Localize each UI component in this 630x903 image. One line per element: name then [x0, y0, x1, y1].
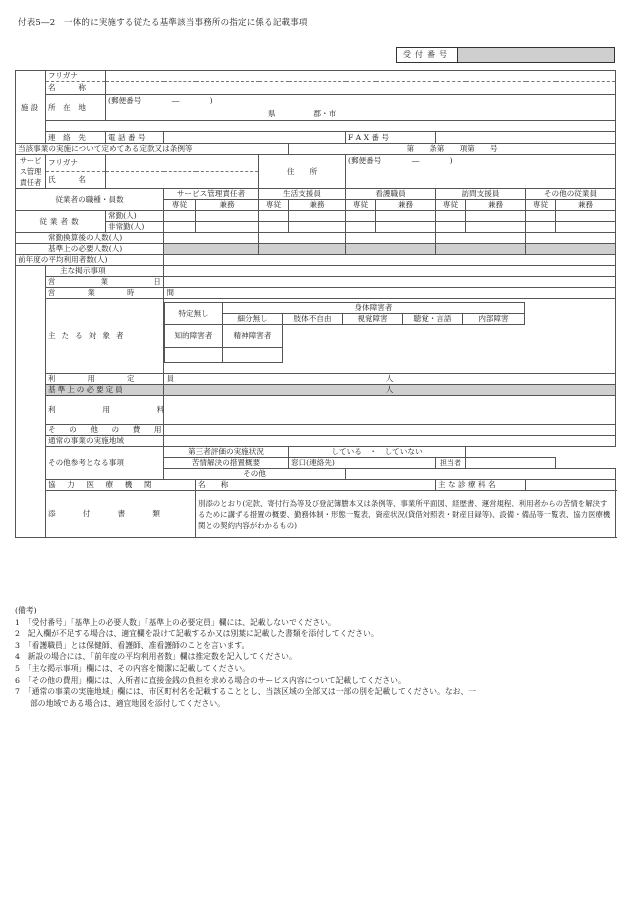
reception-number-box — [396, 47, 615, 63]
area-label: 通常の事業の実施地域 — [46, 436, 164, 447]
note-continuation: 部の地域である場合は、適宜地図を添付してください。 — [30, 698, 225, 708]
other-costs-field[interactable] — [164, 425, 616, 436]
parttime-label: 兼務 — [289, 200, 346, 211]
business-hours-label: 営 業 時 間 — [46, 288, 164, 299]
person-in-charge-field[interactable] — [466, 458, 556, 469]
required-cell — [526, 244, 616, 255]
manager-address-label: 住 所 — [259, 155, 346, 189]
avg-users-label: 前年度の平均利用者数(人) — [16, 255, 164, 266]
capacity-required-field: 人 — [164, 385, 616, 396]
role-1: 生活支援員 — [259, 189, 346, 200]
staff-cell[interactable] — [556, 222, 616, 233]
staff-cell[interactable] — [466, 211, 526, 222]
other-label: その他 — [164, 469, 346, 480]
required-cell — [164, 244, 259, 255]
target-internal[interactable]: 内部障害 — [463, 314, 525, 325]
cooperating-dept-field[interactable] — [526, 480, 616, 491]
target-none[interactable]: 特定無し — [165, 303, 223, 325]
facility-name-label: 名 称 — [46, 82, 106, 95]
business-hours-field[interactable] — [164, 288, 616, 299]
facility-contact-label: 連 絡 先 — [46, 132, 106, 144]
notes-section — [15, 605, 615, 709]
target-intellectual[interactable]: 知的障害者 — [165, 325, 223, 348]
manager-name-label: 氏 名 — [46, 172, 106, 189]
capacity-required-label: 基準上の必要定員 — [46, 385, 164, 396]
fulltime-label: 専従 — [526, 200, 556, 211]
nonregular-label: 非常勤(人) — [106, 222, 164, 233]
attachments-text: 別添のとおり(定款、寄付行為等及び登記簿謄本又は条例等、事業所平面図、経歴書、運営規程、利用者からの苦情を解決するために講ずる措置の概要、勤務体制・形態一覧表、資産状況(貸借対照表・財産目録等)、設備・備品等一覧表、協力医療機関との契約内容がわかるもの) — [196, 491, 616, 538]
required-cell — [346, 244, 436, 255]
fee-label: 利 用 料 — [46, 396, 164, 425]
staff-cell[interactable] — [346, 233, 436, 244]
target-label: 主たる対象者 — [46, 299, 164, 374]
facility-name-field[interactable] — [106, 82, 616, 95]
staff-cell[interactable] — [556, 211, 616, 222]
manager-label: サービス管理責任者 — [16, 155, 46, 189]
parttime-label: 兼務 — [556, 200, 616, 211]
note-item: 6 「その他の費用」欄には、入所者に直接金銭の負担を求める場合のサービス内容について記載してください。 — [15, 675, 406, 685]
capacity-field[interactable]: 人 — [164, 374, 616, 385]
target-grid — [164, 299, 616, 374]
staff-cell[interactable] — [259, 233, 346, 244]
parttime-label: 兼務 — [376, 200, 436, 211]
staff-cell[interactable] — [436, 222, 466, 233]
staff-cell[interactable] — [526, 233, 616, 244]
fulltime-label: 専従 — [259, 200, 289, 211]
staff-cell[interactable] — [164, 222, 196, 233]
note-item: 1 「受付番号」「基準上の必要人数」「基準上の必要定員」欄には、記載しないでください。 — [15, 617, 336, 627]
cooperating-label: 協 力 医 療 機 関 — [46, 480, 196, 491]
cooperating-name[interactable]: 名 称 — [196, 480, 436, 491]
fee-field[interactable] — [164, 396, 616, 425]
staff-cell[interactable] — [436, 233, 526, 244]
reception-number-field[interactable] — [458, 48, 614, 62]
facility-furigana-field[interactable] — [106, 71, 616, 82]
facility-prefecture: 県 郡・市 — [259, 108, 346, 121]
attachments-label: 添 付 書 類 — [46, 491, 196, 538]
manager-name-field[interactable] — [106, 172, 259, 189]
converted-label: 常勤換算後の人数(人) — [16, 233, 164, 244]
staff-cell[interactable] — [164, 233, 259, 244]
business-days-field[interactable] — [164, 277, 616, 288]
facility-group-label: 施設 — [16, 71, 46, 144]
note-item: 2 記入欄が不足する場合は、適宜欄を設けて記載するか又は別葉に記載した書類を添付してください。 — [15, 629, 379, 639]
parttime-label: 兼務 — [466, 200, 526, 211]
note-item: 3 「看護職員」とは保健師、看護師、准看護師のことを言います。 — [15, 640, 250, 650]
role-3: 訪問支援員 — [436, 189, 526, 200]
ordinance-label: 当該事業の実施について定めてある定款又は条例等 — [16, 144, 289, 155]
target-physical[interactable]: 身体障害者 — [223, 303, 525, 314]
staff-cell[interactable] — [346, 211, 376, 222]
staff-cell[interactable] — [196, 211, 259, 222]
target-subdivision-none[interactable]: 細分無し — [223, 314, 283, 325]
staff-cell[interactable] — [526, 211, 556, 222]
capacity-label: 利 用 定 員 — [46, 374, 164, 385]
application-form-table — [15, 70, 616, 538]
fulltime-label: 専従 — [436, 200, 466, 211]
staff-cell[interactable] — [259, 211, 289, 222]
staff-cell[interactable] — [376, 222, 436, 233]
window-label[interactable]: 窓口(連絡先) — [289, 458, 436, 469]
reception-number-label: 受付番号 — [397, 48, 458, 62]
target-hearing[interactable]: 聴覚・言語 — [403, 314, 463, 325]
third-party-field[interactable]: している ・ していない — [289, 447, 466, 458]
note-item: 7 「通常の事業の実施地域」欄には、市区町村名を記載することとし、当該区域の全部又は一部の別を記載してください。なお、一 — [15, 687, 477, 697]
notes-heading: (備考) — [15, 606, 37, 615]
staff-cell[interactable] — [289, 211, 346, 222]
other-field[interactable] — [346, 469, 616, 480]
staff-count-label: 従業者数 — [16, 211, 106, 233]
business-days-label: 営 業 日 — [46, 277, 164, 288]
main-items-label: 主な掲示事項 — [46, 266, 164, 277]
tel-label: 電 話 番 号 — [106, 132, 164, 144]
staff-cell[interactable] — [164, 211, 196, 222]
required-label: 基準上の必要人数(人) — [16, 244, 164, 255]
staff-cell[interactable] — [259, 222, 289, 233]
facility-furigana-label: フリガナ — [46, 71, 106, 82]
form-title: 付表5―2 一体的に実施する従たる基準該当事務所の指定に係る記載事項 — [18, 18, 308, 28]
person-in-charge-label: 担当者 — [436, 458, 466, 469]
fax-field[interactable] — [436, 132, 616, 144]
manager-furigana-label: フリガナ — [46, 155, 106, 172]
role-4: その他の従業員 — [526, 189, 616, 200]
note-item: 5 「主な掲示事項」欄には、その内容を簡潔に記載してください。 — [15, 663, 250, 673]
role-0: サービス管理責任者 — [164, 189, 259, 200]
complaint-label: 苦情解決の措置概要 — [164, 458, 289, 469]
staff-cell[interactable] — [526, 222, 556, 233]
staff-cell[interactable] — [346, 222, 376, 233]
target-limb[interactable]: 肢体不自由 — [283, 314, 343, 325]
third-party-label: 第三者評価の実施状況 — [164, 447, 289, 458]
manager-furigana-field[interactable] — [106, 155, 259, 172]
facility-address-label: 所 在 地 — [46, 95, 106, 121]
fulltime-label: 専従 — [164, 200, 196, 211]
required-cell — [436, 244, 526, 255]
reference-label: その他参考となる事項 — [46, 447, 164, 480]
fulltime-label: 専従 — [346, 200, 376, 211]
staff-cell[interactable] — [436, 211, 466, 222]
required-cell — [259, 244, 346, 255]
staff-cell[interactable] — [289, 222, 346, 233]
role-2: 看護職員 — [346, 189, 436, 200]
other-costs-label: そ の 他 の 費 用 — [46, 425, 164, 436]
fax-label: F A X 番 号 — [346, 132, 436, 144]
area-field[interactable] — [164, 436, 616, 447]
staff-cell[interactable] — [196, 222, 259, 233]
regular-label: 常勤(人) — [106, 211, 164, 222]
tel-field[interactable] — [164, 132, 346, 144]
target-mental[interactable]: 精神障害者 — [223, 325, 283, 348]
facility-postal: (郵便番号 ― ) — [106, 95, 616, 108]
manager-address-field[interactable] — [346, 155, 616, 189]
ordinance-field[interactable]: 第 条第 項第 号 — [289, 144, 616, 155]
note-item: 4 新設の場合には、「前年度の平均利用者数」欄は推定数を記入してください。 — [15, 652, 297, 662]
staff-header: 従業者の職種・員数 — [16, 189, 164, 211]
staff-cell[interactable] — [466, 222, 526, 233]
staff-cell[interactable] — [376, 211, 436, 222]
manager-postal: (郵便番号 ― ) — [348, 156, 453, 165]
target-visual[interactable]: 視覚障害 — [343, 314, 403, 325]
parttime-label: 兼務 — [196, 200, 259, 211]
cooperating-dept: 主 な 診 療 科 名 — [436, 480, 526, 491]
avg-users-field[interactable] — [164, 255, 616, 266]
